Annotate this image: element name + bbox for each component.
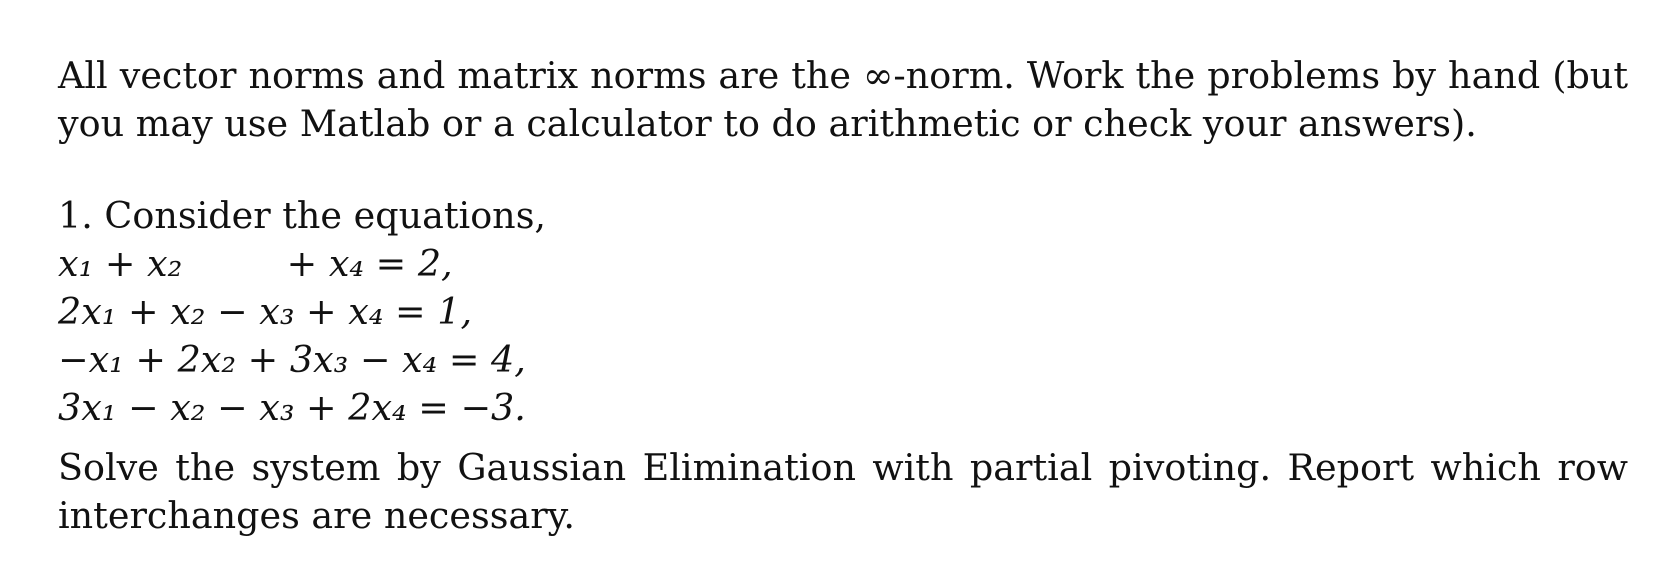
problem-heading: 1. Consider the equations,: [58, 194, 547, 237]
problem-1: [58, 192, 1628, 540]
equation-4: 3x₁ − x₂ − x₃ + 2x₄ = −3.: [58, 386, 526, 429]
equation-2: 2x₁ + x₂ − x₃ + x₄ = 1,: [58, 290, 473, 333]
intro-paragraph: All vector norms and matrix norms are the ∞-norm. Work the problems by hand (but you may use Matlab or a calculator to do arithmetic or check your answers).: [58, 54, 1628, 145]
equation-1: x₁ + x₂ + x₄ = 2,: [58, 242, 453, 285]
equation-system: [58, 240, 1628, 432]
document-page: [58, 52, 1628, 540]
equation-3: −x₁ + 2x₂ + 3x₃ − x₄ = 4,: [58, 338, 526, 381]
problem-instruction: Solve the system by Gaussian Elimination with partial pivoting. Report which row interchanges are necessary.: [58, 446, 1628, 537]
